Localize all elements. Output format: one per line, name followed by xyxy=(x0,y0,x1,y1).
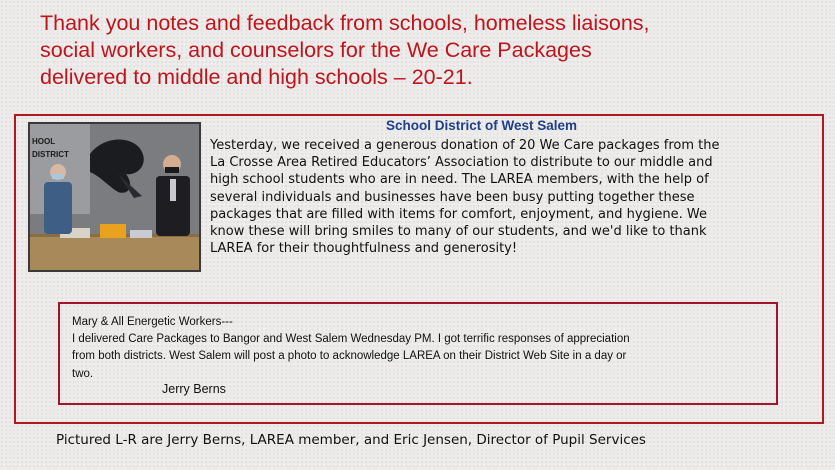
note-signature: Jerry Berns xyxy=(162,382,226,396)
message-line: packages that are filled with items for comfort, enjoyment, and hygiene. We xyxy=(210,206,708,222)
headline-line: delivered to middle and high schools – 20-21. xyxy=(40,65,473,89)
staff-photo xyxy=(28,122,201,272)
message-line: Yesterday, we received a generous donation of 20 We Care packages from the xyxy=(210,138,720,153)
message-line: La Crosse Area Retired Educators’ Association to distribute to our middle and xyxy=(210,155,713,171)
district-message xyxy=(210,137,830,257)
headline-line: social workers, and counselors for the We Care Packages xyxy=(40,38,592,62)
message-line: know these will bring smiles to many of our students, and we'd like to thank xyxy=(210,224,707,240)
headline xyxy=(40,10,820,91)
note-line: from both districts. West Salem will post a photo to acknowledge LAREA on their District Web Site in a day or xyxy=(72,350,627,363)
photo-sign-text: DISTRICT xyxy=(32,150,69,159)
note-line: I delivered Care Packages to Bangor and West Salem Wednesday PM. I got terrific responses of appreciation xyxy=(72,333,630,346)
note-line: Mary & All Energetic Workers--- xyxy=(72,316,233,328)
photo-caption: Pictured L-R are Jerry Berns, LAREA member, and Eric Jensen, Director of Pupil Services xyxy=(56,432,646,448)
message-line: several individuals and businesses have been busy putting together these xyxy=(210,189,695,205)
message-line: high school students who are in need. The LAREA members, with the help of xyxy=(210,172,709,188)
note-line: two. xyxy=(72,367,94,380)
message-line: LAREA for their thoughtfulness and generosity! xyxy=(210,241,518,257)
headline-line: Thank you notes and feedback from schools, homeless liaisons, xyxy=(40,11,650,35)
staff-photo-image xyxy=(30,124,199,270)
district-title: School District of West Salem xyxy=(386,118,578,133)
thank-you-note xyxy=(72,314,772,383)
photo-sign-text: HOOL xyxy=(32,137,56,146)
